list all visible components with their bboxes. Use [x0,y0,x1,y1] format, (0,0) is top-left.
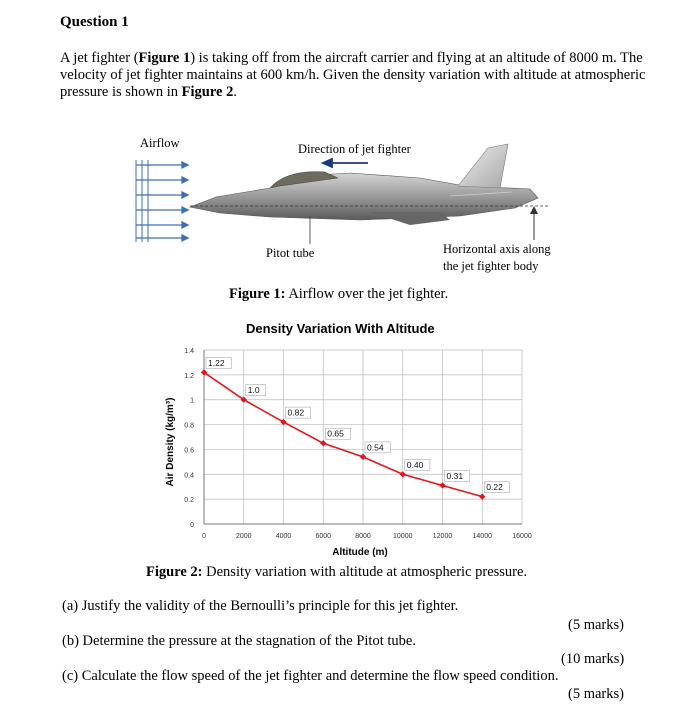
figure1-caption [229,286,448,303]
x-tick-4: 8000 [355,533,371,540]
data-point-4 [360,454,366,460]
data-point-3 [320,440,326,446]
svg-text:0.65: 0.65 [327,428,344,439]
intro-text-1: A jet fighter ( [60,50,139,66]
data-label-2 [286,407,311,418]
chart-title: Density Variation With Altitude [246,321,435,336]
y-axis-label: Air Density (kg/m³) [165,397,176,487]
intro-figure1-ref: Figure 1 [138,50,191,66]
figure1-caption-bold: Figure 1: [229,286,286,302]
svg-text:1.22: 1.22 [208,357,225,368]
data-label-7 [484,482,509,493]
x-tick-2: 4000 [275,533,292,540]
y-tick-7: 1.4 [184,348,194,355]
x-tick-5: 10000 [393,533,413,540]
density-chart [160,340,540,560]
svg-text:0.22: 0.22 [486,482,503,493]
svg-text:0.40: 0.40 [406,459,424,470]
y-tick-5: 1 [190,397,194,405]
x-tick-1: 2000 [235,533,252,540]
data-labels [206,357,509,492]
part-b-text: (b) Determine the pressure at the stagnation of the Pitot tube. [62,633,416,649]
x-axis-label: Altitude (m) [332,547,388,558]
figure2-caption-text: Density variation with altitude at atmospheric pressure. [202,564,528,580]
svg-text:0.31: 0.31 [446,470,464,481]
data-label-5 [405,459,430,470]
chart-grid [204,350,522,524]
data-label-3 [325,428,350,439]
intro-text-2: ) is taking off from the aircraft carrier and flying at an altitude of 8000 m. The velocity of jet fighter maintains at 600 km/h. Given the density variation with altitude at atmospheric pressure is shown in [60,50,646,100]
y-tick-4: 0.8 [184,422,194,430]
intro-figure2-ref: Figure 2 [181,84,234,100]
x-tick-7: 14000 [472,533,492,540]
airflow-arrows [136,160,188,242]
x-tick-6: 12000 [432,533,453,540]
part-a-marks: (5 marks) [568,617,624,633]
y-tick-labels [184,348,194,529]
airflow-label: Airflow [140,136,180,150]
figure2-caption [146,564,527,581]
y-tick-3: 0.6 [184,447,194,455]
part-a-text: (a) Justify the validity of the Bernoulli’s principle for this jet fighter. [62,598,459,614]
x-tick-labels [202,533,532,540]
direction-label: Direction of jet fighter [298,142,411,156]
x-tick-0: 0 [202,533,206,540]
x-tick-8: 16000 [512,533,532,540]
svg-text:0.54: 0.54 [367,442,384,453]
y-tick-2: 0.4 [184,472,194,480]
data-label-4 [365,442,390,453]
pitot-tube-label: Pitot tube [266,246,315,260]
axis-label-line1: Horizontal axis along [443,242,551,256]
data-point-5 [400,471,406,477]
part-c-marks: (5 marks) [568,686,624,702]
intro-text-3: . [233,84,237,100]
part-b-marks: (10 marks) [561,651,625,667]
y-tick-0: 0 [190,522,194,529]
svg-text:1.0: 1.0 [247,385,260,396]
axis-label-line2: the jet fighter body [443,259,539,273]
data-label-1 [246,385,266,396]
data-label-6 [445,470,470,481]
data-label-0 [206,357,231,368]
y-tick-6: 1.2 [184,372,194,380]
question-title: Question 1 [60,14,129,30]
question-intro [60,50,650,101]
figure2-caption-bold: Figure 2: [146,564,203,580]
svg-text:0.82: 0.82 [287,407,305,418]
data-point-6 [439,482,445,488]
figure1-caption-text: Airflow over the jet fighter. [285,286,449,302]
y-tick-1: 0.2 [184,497,194,505]
part-c-text: (c) Calculate the flow speed of the jet fighter and determine the flow speed condition. [62,668,559,684]
x-tick-3: 6000 [315,533,332,540]
direction-arrow [323,159,368,167]
